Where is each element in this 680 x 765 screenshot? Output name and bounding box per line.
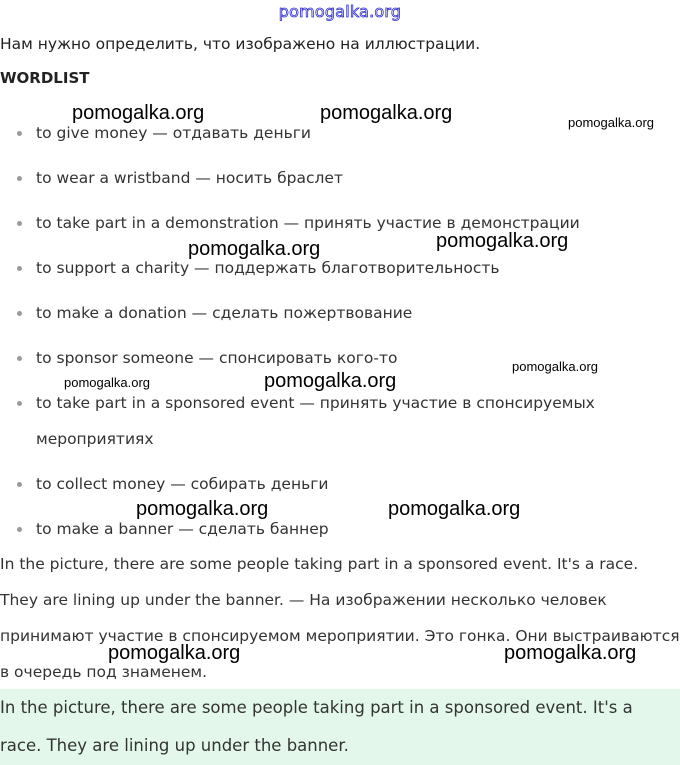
watermark: pomogalka.org (108, 642, 241, 664)
list-item: to collect money — собирать деньги (36, 466, 666, 502)
list-item: to take part in a sponsored event — принять участие в спонсируемых мероприятиях (36, 385, 666, 457)
watermark: pomogalka.org (504, 642, 637, 664)
list-item: to sponsor someone — спонсировать кого-то (36, 340, 666, 376)
intro-text: Нам нужно определить, что изображено на иллюстрации. (0, 35, 481, 53)
bullet-icon (17, 356, 22, 361)
wordlist-heading: WORDLIST (0, 69, 90, 87)
list-item: to give money — отдавать деньги (36, 115, 666, 151)
watermark: pomogalka.org (188, 238, 321, 260)
site-header-logo[interactable]: pomogalka.org (278, 2, 402, 21)
watermark: pomogalka.org (436, 230, 569, 252)
list-item: to wear a wristband — носить браслет (36, 160, 666, 196)
watermark: pomogalka.org (568, 115, 654, 130)
answer-text: In the picture, there are some people taking part in a sponsored event. It's a race. They are lining up under the banner. (0, 698, 633, 755)
bullet-icon (17, 401, 22, 406)
list-item: to support a charity — поддержать благотворительность (36, 250, 666, 286)
description-paragraph: In the picture, there are some people taking part in a sponsored event. It's a race. They are lining up under the banner. — На изображении несколько человек принимают участие в спонсируемом мероприятии. Это гонка. Они выстраиваются в очередь под знаменем. (0, 555, 680, 681)
watermark: pomogalka.org (72, 102, 205, 124)
bullet-icon (17, 221, 22, 226)
watermark: pomogalka.org (388, 498, 521, 520)
bullet-icon (17, 311, 22, 316)
bullet-icon (17, 266, 22, 271)
bullet-icon (17, 482, 22, 487)
answer-box (0, 689, 680, 765)
bullet-icon (17, 131, 22, 136)
watermark: pomogalka.org (512, 359, 598, 374)
watermark: pomogalka.org (64, 375, 150, 390)
watermark: pomogalka.org (320, 102, 453, 124)
list-item: to make a banner — сделать баннер (36, 511, 666, 547)
bullet-icon (17, 176, 22, 181)
list-item: to take part in a demonstration — принять участие в демонстрации (36, 205, 666, 241)
bullet-icon (17, 527, 22, 532)
list-item: to make a donation — сделать пожертвование (36, 295, 666, 331)
watermark: pomogalka.org (264, 370, 397, 392)
watermark: pomogalka.org (136, 498, 269, 520)
